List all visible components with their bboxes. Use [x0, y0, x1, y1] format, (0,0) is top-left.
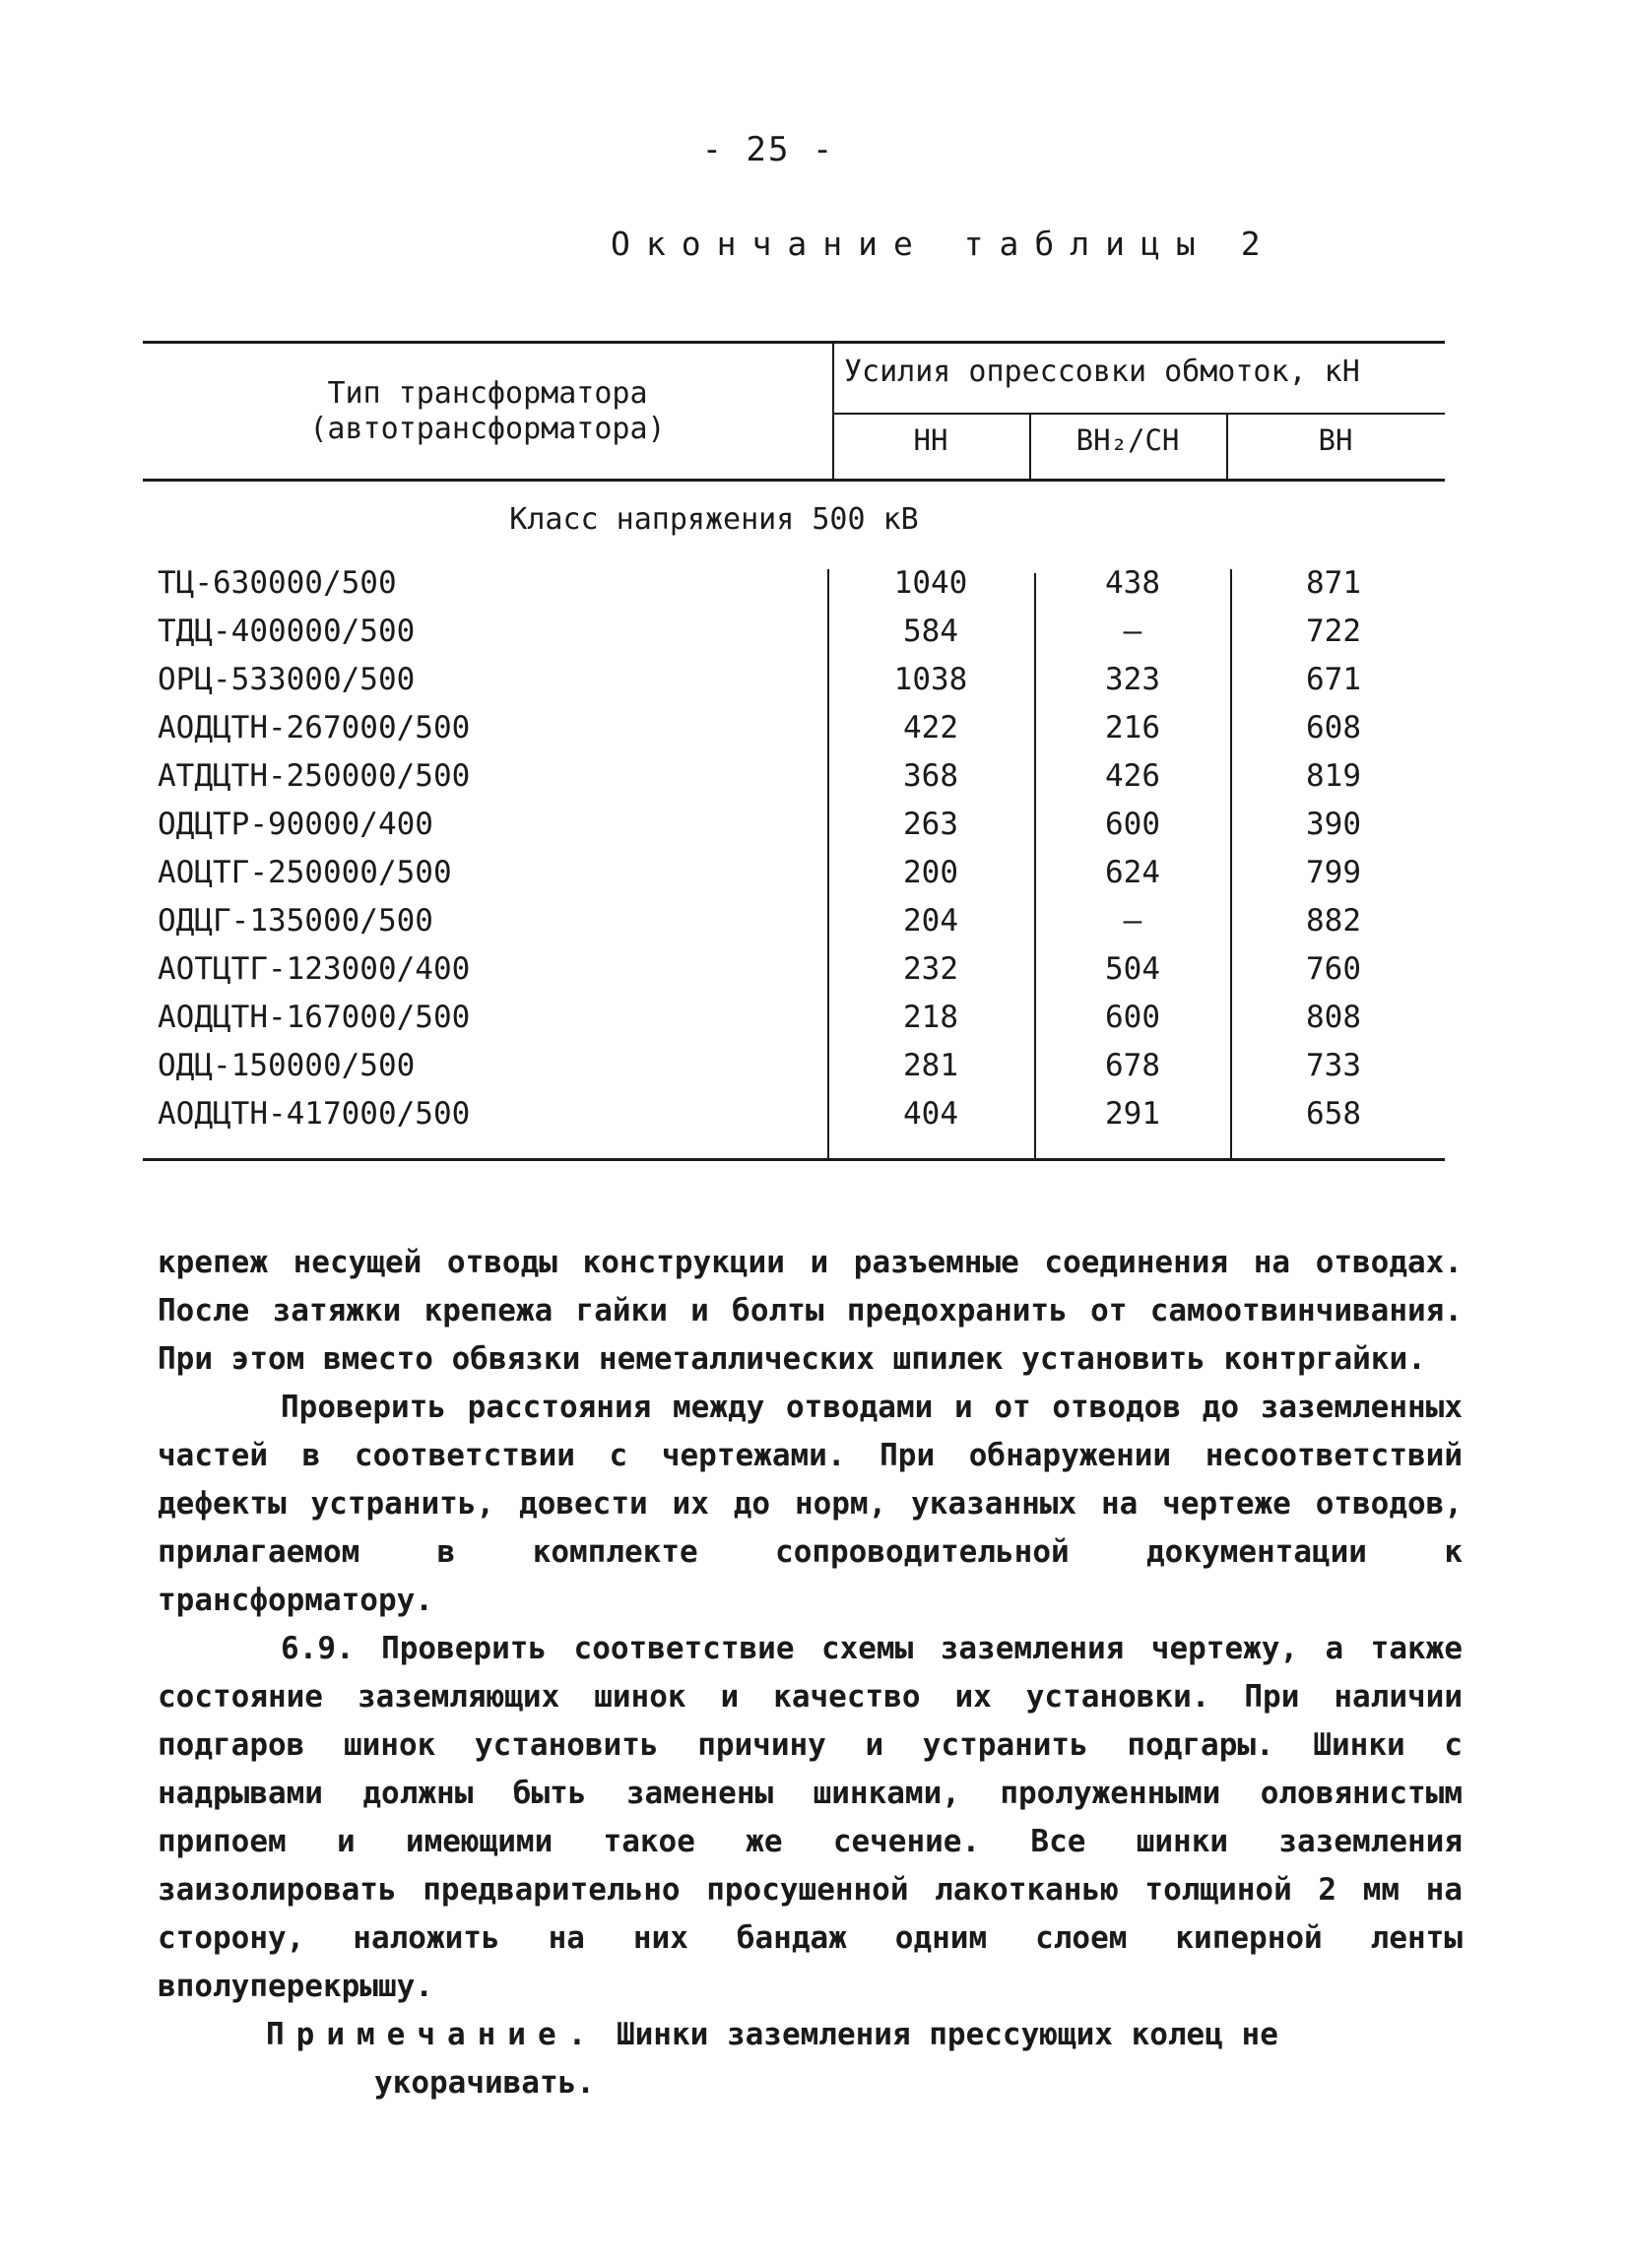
- cell-nn: 281: [903, 1048, 958, 1083]
- cell-type: АОЦТГ-250000/500: [158, 855, 452, 890]
- table-row: [143, 994, 1445, 1042]
- column-divider: [832, 341, 834, 481]
- cell-vn2: –: [1123, 903, 1142, 939]
- cell-vn2: 216: [1105, 710, 1160, 745]
- cell-type: АОДЦТН-167000/500: [158, 1000, 471, 1035]
- header-type-line2: (автотрансформатора): [309, 412, 666, 446]
- page-number: - 25 -: [701, 130, 835, 169]
- paragraph-fastening: крепеж несущей отводы конструкции и разъемные соединения на отводах. После затяжки крепежа гайки и болты предохранить от самоотвинчивания. При этом вместо обвязки неметаллических шпилек установить контргайки.: [158, 1245, 1463, 1377]
- cell-vn2: 600: [1105, 807, 1160, 842]
- table-row: [143, 945, 1445, 994]
- header-pressing-force: Усилия опрессовки обмоток, кН: [844, 355, 1360, 389]
- cell-nn: 368: [903, 758, 958, 794]
- cell-vn2: 291: [1105, 1096, 1160, 1132]
- cell-nn: 422: [903, 710, 958, 745]
- table-row: [143, 801, 1445, 849]
- note: [266, 2011, 1463, 2107]
- table-row: [143, 704, 1445, 752]
- cell-nn: 218: [903, 1000, 958, 1035]
- cell-type: АОДЦТН-417000/500: [158, 1096, 471, 1132]
- table-row: [143, 1042, 1445, 1090]
- note-text: Шинки заземления прессующих колец не укорачивать.: [374, 2017, 1278, 2101]
- cell-vn: 722: [1306, 614, 1361, 649]
- cell-vn: 871: [1306, 565, 1361, 601]
- cell-nn: 404: [903, 1096, 958, 1132]
- cell-vn2: 678: [1105, 1048, 1160, 1083]
- cell-nn: 204: [903, 903, 958, 939]
- cell-vn: 819: [1306, 758, 1361, 794]
- cell-vn2: 600: [1105, 1000, 1160, 1035]
- cell-type: ТДЦ-400000/500: [158, 614, 416, 649]
- cell-vn: 808: [1306, 1000, 1361, 1035]
- cell-vn: 671: [1306, 662, 1361, 697]
- note-label: Примечание.: [266, 2017, 599, 2052]
- table-caption: [611, 225, 1261, 263]
- cell-vn: 882: [1306, 903, 1361, 939]
- cell-vn: 390: [1306, 807, 1361, 842]
- table-row: [143, 656, 1445, 704]
- table-header-rule: [143, 479, 1445, 482]
- table-row: [143, 897, 1445, 945]
- cell-nn: 232: [903, 951, 958, 987]
- table-row: [143, 849, 1445, 897]
- cell-vn: 608: [1306, 710, 1361, 745]
- body-text: [158, 1239, 1463, 2107]
- cell-vn: 799: [1306, 855, 1361, 890]
- cell-vn2: 323: [1105, 662, 1160, 697]
- cell-vn2: 426: [1105, 758, 1160, 794]
- cell-type: ОДЦГ-135000/500: [158, 903, 433, 939]
- table-bottom-rule: [143, 1158, 1445, 1161]
- cell-type: АОТЦТГ-123000/400: [158, 951, 471, 987]
- cell-type: ОДЦ-150000/500: [158, 1048, 416, 1083]
- table-row: [143, 559, 1445, 608]
- cell-vn: 760: [1306, 951, 1361, 987]
- cell-vn2: –: [1123, 614, 1142, 649]
- cell-nn: 263: [903, 807, 958, 842]
- table-row: [143, 608, 1445, 656]
- cell-vn: 733: [1306, 1048, 1361, 1083]
- table-caption-number: 2: [1240, 225, 1261, 263]
- table-caption-label: Окончание таблицы: [611, 225, 1211, 263]
- cell-nn: 200: [903, 855, 958, 890]
- header-type-line1: Тип трансформатора: [327, 376, 648, 411]
- table-subheader-rule: [832, 413, 1445, 415]
- table-body: [143, 559, 1445, 1138]
- cell-vn2: 504: [1105, 951, 1160, 987]
- cell-type: ОРЦ-533000/500: [158, 662, 416, 697]
- cell-vn2: 624: [1105, 855, 1160, 890]
- table-row: [143, 1090, 1445, 1138]
- header-transformer-type: [143, 376, 832, 447]
- cell-type: ОДЦТР-90000/400: [158, 807, 433, 842]
- table-row: [143, 752, 1445, 801]
- cell-type: АОДЦТН-267000/500: [158, 710, 471, 745]
- header-col-vn: ВН: [1318, 423, 1353, 457]
- header-col-nn: НН: [913, 423, 948, 457]
- pressing-force-table: [143, 341, 1445, 1158]
- cell-vn: 658: [1306, 1096, 1361, 1132]
- voltage-class-label: Класс напряжения 500 кВ: [509, 502, 919, 537]
- paragraph-clearances: Проверить расстояния между отводами и от отводов до заземленных частей в соответствии с чертежами. При обнаружении несоответствий дефекты устранить, довести их до норм, указанных на чертеже отводов, прилагаемом в комплекте сопроводительной документации к трансформатору.: [158, 1390, 1463, 1618]
- cell-nn: 1038: [893, 662, 968, 697]
- paragraph-grounding: 6.9. Проверить соответствие схемы заземления чертежу, а также состояние заземляющих шинок и качество их установки. При наличии подгаров шинок установить причину и устранить подгары. Шинки с надрывами должны быть заменены шинками, пролуженными оловянистым припоем и имеющими такое же сечение. Все шинки заземления заизолировать предварительно просушенной лакотканью толщиной 2 мм на сторону, наложить на них бандаж одним слоем киперной ленты вполуперекрышу.: [158, 1631, 1463, 2004]
- cell-type: ТЦ-630000/500: [158, 565, 397, 601]
- table-top-rule: [143, 341, 1445, 344]
- cell-nn: 1040: [893, 565, 968, 601]
- header-col-vn2-sn: ВН₂/СН: [1075, 423, 1180, 457]
- cell-nn: 584: [903, 614, 958, 649]
- cell-type: АТДЦТН-250000/500: [158, 758, 471, 794]
- cell-vn2: 438: [1105, 565, 1160, 601]
